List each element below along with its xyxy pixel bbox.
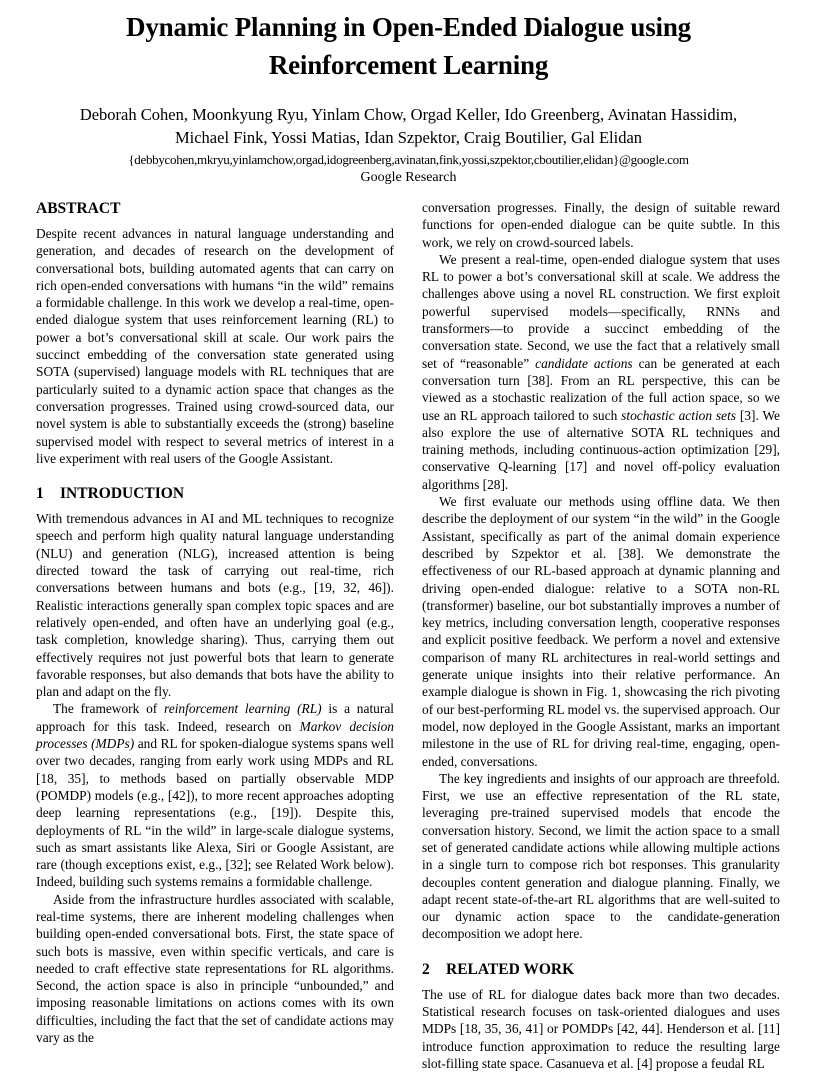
section-number: 1 [36,485,44,503]
right-column [422,199,780,1072]
author-list [36,103,781,149]
section-title: RELATED WORK [446,960,575,978]
abstract-heading: ABSTRACT [36,200,121,217]
author-emails: {debbycohen,mkryu,yinlamchow,orgad,idogreenberg,avinatan,fink,yossi,szpektor,cboutilier,elidan}@google.com [128,152,689,167]
paragraph: Aside from the infrastructure hurdles associated with scalable, real-time systems, there are inherent modeling challenges when building open-ended conversational bots. First, the state space of such bots is massive, even within specific verticals, and care is needed to craft effective state representations for RL algorithms. Second, the action space is also in principle “unbounded,” and imposing reasonable limitations on actions comes with its own difficulties, including the fact that the set of candidate actions may vary as the [36,891,394,1046]
affiliation: Google Research [360,170,457,185]
paragraph: We present a real-time, open-ended dialogue system that uses RL to power a bot’s conversational skill at scale. We address the challenges above using a novel RL construction. We first exploit powerful supervised models—specifically, RNNs and transformers—to provide a succinct embedding of the conversation state. Second, we use the fact that a relatively small set of “reasonable” candidate actions can be generated at each conversation turn [38]. From an RL perspective, this can be viewed as a stochastic realization of the full action space, so we use an RL approach tailored to such stochastic action sets [3]. We also explore the use of alternative SOTA RL techniques and training methods, including continuous-action optimization [29], conservative Q-learning [17] and novel off-policy evaluation algorithms [28]. [422,251,781,492]
author-line-1: Deborah Cohen, Moonkyung Ryu, Yinlam Chow, Orgad Keller, Ido Greenberg, Avinatan Hassidim, [79,105,738,124]
paper-header [36,8,781,186]
section-number: 2 [422,960,430,978]
section-title: INTRODUCTION [60,485,185,503]
paragraph: The framework of reinforcement learning (RL) is a natural approach for this task. Indeed, research on Markov decision processes (MDPs) and RL for spoken-dialogue systems spans well over two decades, ranging from early work using MDPs and RL [18, 35], to methods based on partially observable MDP (POMDP) models (e.g., [42]), to more recent approaches adopting deep learning representations (e.g., [19]). Despite this, deployments of RL “in the wild” in large-scale dialogue systems, such as smart assistants like Alexa, Siri or Google Assistant, are rare (though exceptions exist, e.g., [32]; see Related Work below). Indeed, building such systems remains a formidable challenge. [36,701,394,890]
paragraph: The use of RL for dialogue dates back more than two decades. Statistical research focuses on task-oriented dialogues and uses MDPs [18, 35, 36, 41] or POMDPs [42, 44]. Henderson et al. [11] introduce function approximation to reduce the resulting large slot-filling state space. Casanueva et al. [4] propose a feudal RL [422,986,780,1071]
paragraph: We first evaluate our methods using offline data. We then describe the deployment of our system “in the wild” in the Google Assistant, specifically as part of the animal domain experience described by Szpektor et al. [38]. We demonstrate the effectiveness of our RL-based approach at dynamic planning and driving open-ended dialogue: relative to a SOTA non-RL (transformer) baseline, our bot substantially improves a number of key metrics, including conversation length, cooperative responses and explicit positive feedback. We perform a novel and extensive comparison of many RL architectures in real-world settings and generate unique insights into their relative performance. An example dialogue is shown in Fig. 1, showcasing the rich pivoting of our best-performing RL model vs. the supervised approach. Our model, now deployed in the Google Assistant, marks an important milestone in the use of RL for driving real-time, engaging, open-ended, conversations. [422,494,780,769]
paragraph: With tremendous advances in AI and ML techniques to recognize speech and perform high quality natural language understanding (NLU) and generation (NLG), increased attention is being directed toward the task of carrying out real-time, rich conversations between humans and bots (e.g., [19, 32, 46]). Realistic interactions generally span complex topic spaces and are relatively open-ended, and often have an underlying goal (e.g., task completion, knowledge sharing). Thus, carrying them out effectively requires not just powerful bots that learn to generate favorable responses, but also demands that bots have the ability to plan and adapt on the fly. [36,511,394,700]
abstract-paragraph: Despite recent advances in natural language understanding and generation, and decades of research on the development of conversational bots, building automated agents that can carry on rich open-ended conversations with humans “in the wild” remains a formidable challenge. In this work we develop a real-time, open-ended dialogue system that uses reinforcement learning (RL) to power a bot’s conversational skill at scale. Our work pairs the succinct embedding of the conversation state generated using SOTA (supervised) language models with RL techniques that are particularly suited to a dynamic action space that changes as the conversation progresses. Trained using crowd-sourced data, our novel system is able to substantially exceeds the (strong) baseline supervised model with respect to several metrics of interest in a live experiment with real users of the Google Assistant. [36,226,394,466]
section-heading-introduction [36,484,394,503]
paragraph: The key ingredients and insights of our approach are threefold. First, we use an effective representation of the RL state, leveraging pre-trained supervised models that encode the conversation history. Second, we limit the action space to a small set of generated candidate actions while allowing multiple actions in a single turn to compose rich bot responses. This granularity decouples content generation and dialogue planning. Finally, we adapt recent state-of-the-art RL algorithms that are well-suited to our dynamic action space to the candidate-generation decomposition we adopt here. [422,770,780,942]
paragraph: conversation progresses. Finally, the design of suitable reward functions for open-ended dialogue can be quite subtle. In this work, we rely on crowd-sourced labels. [422,200,780,250]
two-column-body [36,199,781,1072]
section-heading-related-work [422,960,780,979]
author-line-2: Michael Fink, Yossi Matias, Idan Szpektor, Craig Boutilier, Gal Elidan [174,128,643,147]
paper-title: Dynamic Planning in Open-Ended Dialogue using Reinforcement Learning [126,12,691,80]
left-column [36,199,394,1072]
